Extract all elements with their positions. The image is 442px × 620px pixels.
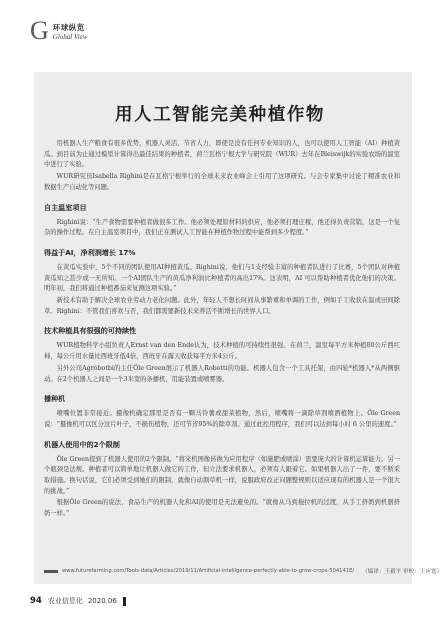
intro-paragraph-1: 用机器人生产粮食有很多优势，机器人灵活、节省人力，即使是没有任何专业知识的人，也可以使用人工智能（AI）种植黄瓜。到目前为止通过模型计算得出最佳结果的种植者，荷兰瓦格宁根大学与研究院（WUR）去年在Bleiswijk的实验农场的温室中进行了实验。 xyxy=(44,140,400,169)
seeder-paragraph-1: 喷嘴位置非常接近。摄像机确定那里是否有一颗马铃薯或甜菜植物，然后，喷嘴将一滴除草剂喷洒植物上。Öle Green说：“摄像机可以区分这片叶子，不损伤植物，还可节省95%的除草剂。通过此控用程序，我们可以达到每小时 6 公里的速度。” xyxy=(44,410,400,428)
limits-paragraph-1: Öle Green提到了机器人使用的2个限制。“将来机图像转换为应用程序（如施肥或喷涂）需要庞大的计算机运算能力。另一个瓶颈是法规。种植者可以简单地让机器人做它的工作，但立法要求机器人，必须有人跟着它。如果机器人出了一件，要不断采取措施。换句话说，它们必须受到她们的限制，就像自动割草机一样，说服政府改正问题整规则以适应现有的机器人是一个很大的挑战。” xyxy=(44,455,400,495)
footer-bar-icon xyxy=(123,597,126,606)
profit-paragraph-1: 在黄瓜实验中，5个不同的团队使用AI种植黄瓜。Righini说，他们与1支经验丰富的种植者队进行了比赛，5个团队对种植黄瓜知之甚少或一无所知。一个AI团队生产的黄瓜净利润比种植者的高出17%。这表明，AI 可以帮助种植者优化他们的决策。明年初，我们将通过种植番茄来复测这项实验。” xyxy=(44,263,400,293)
section-name-cn: 环球纵览 xyxy=(52,22,85,32)
section-heading-limits: 机器人使用中的2个限制 xyxy=(44,439,120,449)
limits-paragraph-2: 根据Öle Green的说法，食品生产的机器人化和AI的使用是无法避免的。“就像从马到拖拉机的过渡，从手工挤奶到机器挤奶一样。” xyxy=(44,499,400,518)
greenhouse-paragraph-1: Righini说：“生产食物需要种植者做很多工作。他必须处理原材料的供应，他必须打理庄稼，他还得负责营销，这是一个复杂的操作过程。在自主温室项目中，我们正在测试人工智能在种植作物过程中能帮到多少程度。” xyxy=(44,218,400,237)
section-heading-sustainability: 技术种植具有很强的可持续性 xyxy=(44,326,137,336)
source-marker-icon xyxy=(44,570,58,573)
page-number: 94 xyxy=(30,596,42,606)
section-heading-profit: 得益于AI，净利润增长 17% xyxy=(44,247,136,257)
section-name-en: Global View xyxy=(52,32,88,41)
section-header xyxy=(30,17,87,45)
article-body xyxy=(44,139,400,520)
source-url[interactable]: www.futurefarming.com/Tools-data/Articles/2019/11/Artificial-intelligence-perfectly-able-to-grow-crops-504141E/ xyxy=(62,568,355,574)
magazine-name: 农业信息化 xyxy=(47,597,83,605)
article-title: 用人工智能完美种植作物 xyxy=(114,105,326,125)
source-line xyxy=(44,567,442,575)
sustainability-paragraph-2: 另外公司Agrobotbi的主任Öle Green展示了机器人Robotti的功能。机器人包含一个工具托架，由四轮*机器人*从两侧驱动。在2个机器人之间是一个3米宽的条播机，用能装置或喷雾器。 xyxy=(44,364,400,383)
section-heading-greenhouse: 自主温室项目 xyxy=(44,202,87,212)
intro-paragraph-2: WUR研究员Isabella Righini是在瓦格宁根举行的全球未来农业峰会上引用了这项研究。与会专家集中讨论了精准农业和数据生产自动化等问题。 xyxy=(44,173,400,191)
editor-credit: （编译：王毅平 审校：王应宽） xyxy=(362,569,442,575)
page-footer xyxy=(30,596,126,606)
section-heading-seeder: 播种机 xyxy=(44,394,66,404)
section-logo-icon: G xyxy=(30,16,49,45)
issue-number: 2020.06 xyxy=(87,597,117,605)
sustainability-paragraph-1: WUR植物科学小组负责人Ernst van den Ende认为，技术种植的可持续性很强。在荷兰，温室每平方米种植80公斤西红柿，每公斤用水量比西班牙低4倍，西班牙在露天收获每平方米4公斤。 xyxy=(44,342,400,361)
profit-paragraph-2: 新技术有助于解决全球农业劳动力老化问题。此外，年轻人不想长时间从事繁重和单调的工作，例如手工收获在温或田间除草。Righini：不管我们喜欢与否，我们都需要新技术来养活不断增长的世界人口。 xyxy=(44,297,400,315)
section-label xyxy=(53,22,88,41)
